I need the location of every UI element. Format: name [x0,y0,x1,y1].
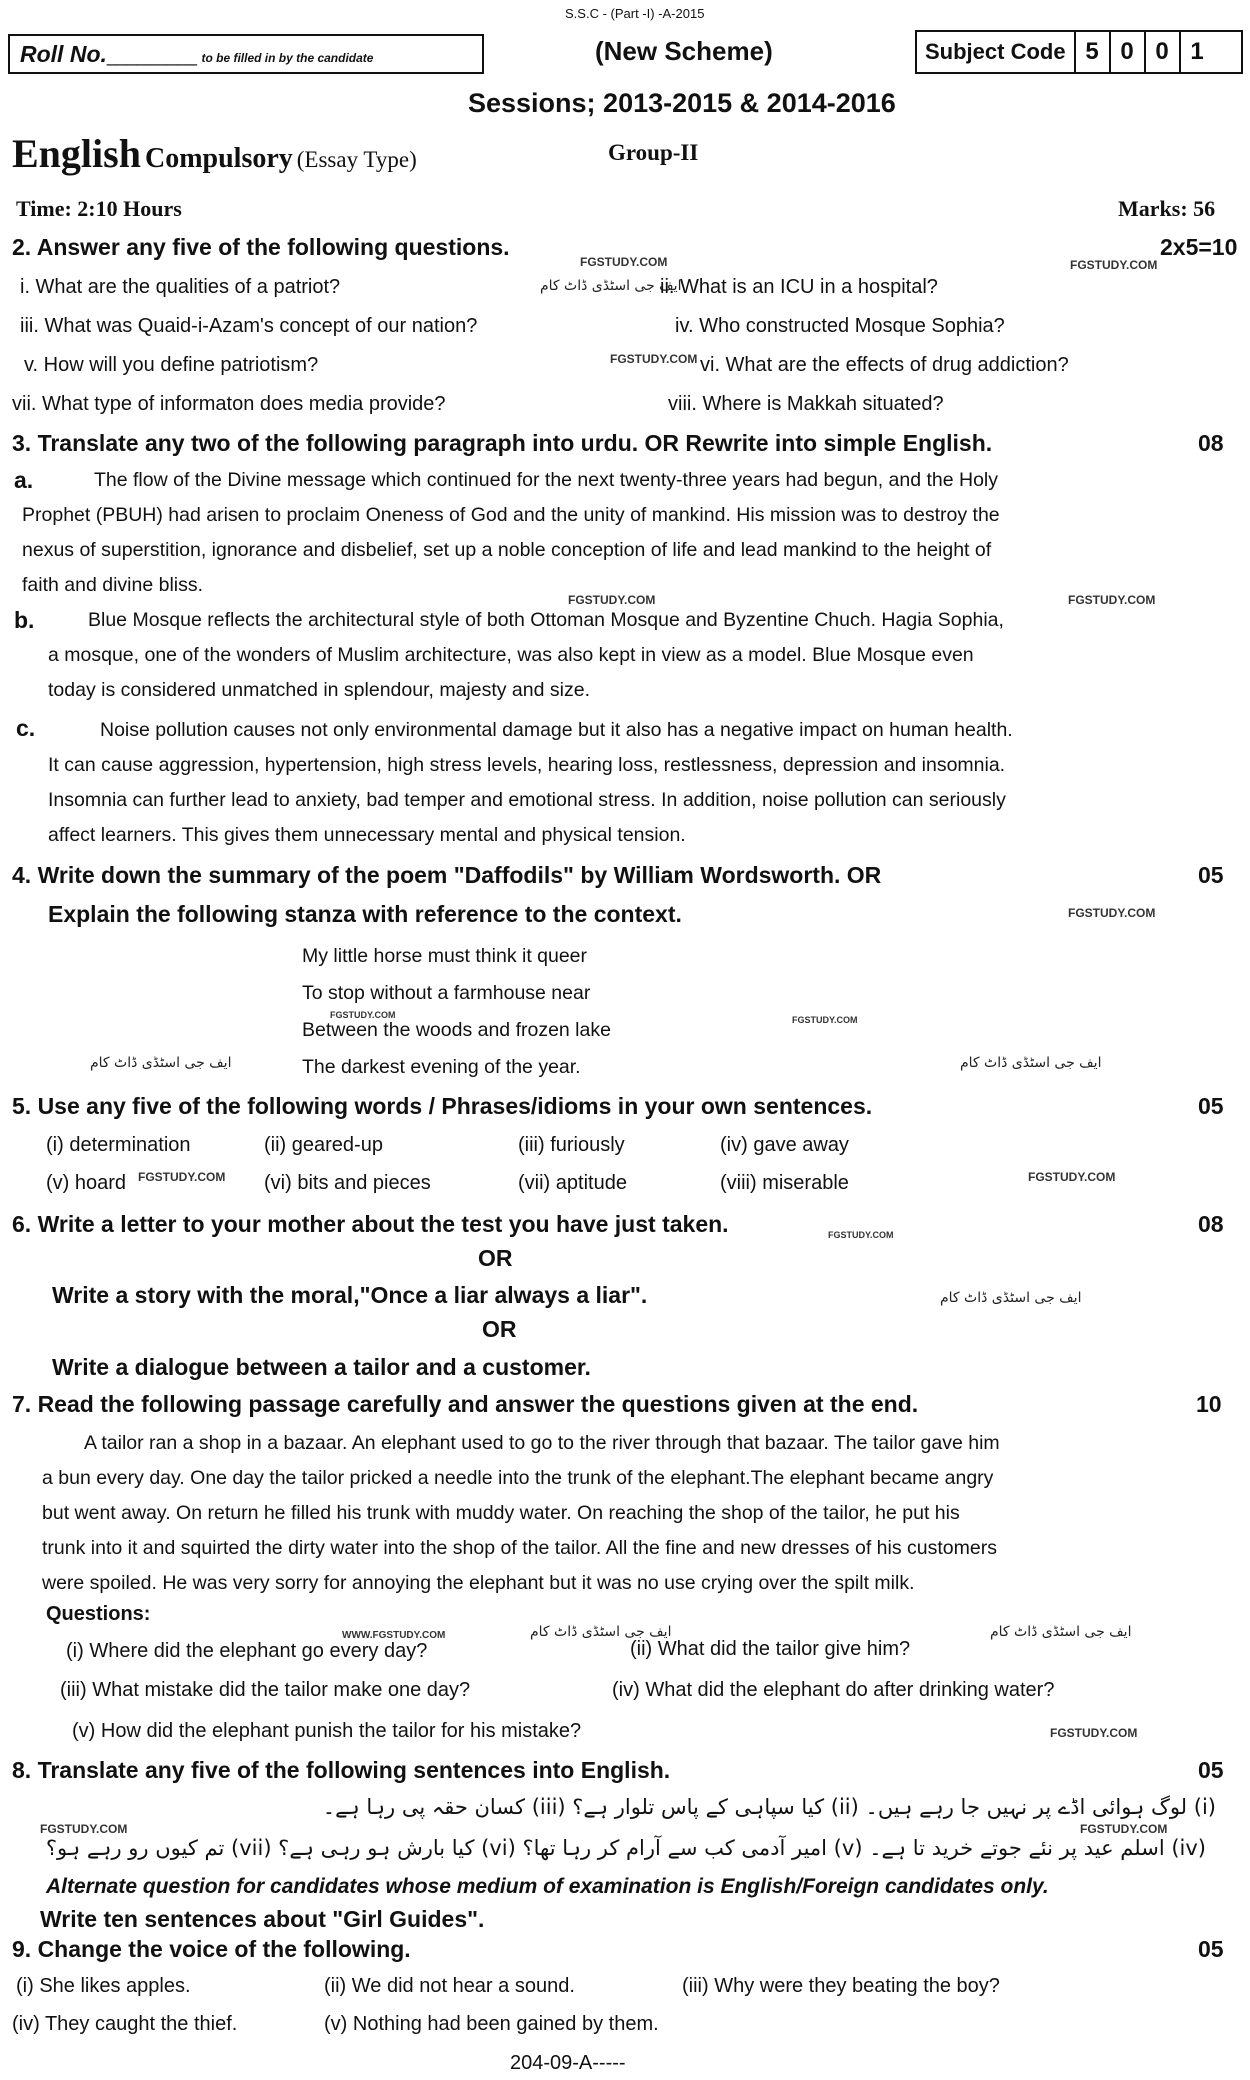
watermark-urdu: ایف جی اسٹڈی ڈاٹ کام [960,1055,1102,1071]
watermark: FGSTUDY.COM [610,352,698,366]
q7-questions-label: Questions: [46,1603,151,1625]
q2-item: ii. What is an ICU in a hospital? [660,276,938,298]
watermark: FGSTUDY.COM [580,255,668,269]
q8-urdu-line-1: (i) لوگ ہوائی اڈے پر نہیں جا رہے ہیں۔ (ii) کیا سپاہی کے پاس تلوار ہے؟ (iii) کسان حقہ پی رہا ہے۔ [322,1795,1216,1819]
subject-big: English [12,131,141,176]
q6-or: OR [482,1316,517,1342]
q8-alternate: Alternate question for candidates whose medium of examination is English/Foreign candidates only. [46,1875,1049,1898]
watermark: FGSTUDY.COM [1068,593,1156,607]
q3-paragraph-b [48,603,1248,708]
q5-marks: 05 [1198,1093,1224,1119]
q7-question: (ii) What did the tailor give him? [630,1638,911,1660]
q4-heading: 4. Write down the summary of the poem "Daffodils" by William Wordsworth. OR [12,862,882,888]
para-line: a mosque, one of the wonders of Muslim architecture, was also kept in view as a model. Blue Mosque even [48,644,974,666]
q6-or: OR [478,1245,513,1271]
q2-item: iii. What was Quaid-i-Azam's concept of our nation? [20,315,478,337]
q4-marks: 05 [1198,862,1224,888]
subject-code-digit: 1 [1179,32,1214,72]
q8-urdu-line-2: (iv) اسلم عید پر نئے جوتے خرید تا ہے۔ (v) امیر آدمی کب سے آرام کر رہا تھا؟ (vi) کیا بارش ہو رہی ہے؟ (vii) تم کیوں رو رہے ہو؟ [45,1836,1206,1860]
watermark: FGSTUDY.COM [138,1170,226,1184]
subject-code-digit: 0 [1109,32,1144,72]
q6-marks: 08 [1198,1211,1224,1237]
q5-item: (ii) geared-up [264,1134,383,1156]
q2-heading: 2. Answer any five of the following questions. [12,234,510,260]
watermark: FGSTUDY.COM [330,1010,396,1020]
watermark: FGSTUDY.COM [1028,1170,1116,1184]
para-line: Prophet (PBUH) had arisen to proclaim Oneness of God and the unity of mankind. His mission was to destroy the [22,504,1000,526]
q9-heading: 9. Change the voice of the following. [12,1936,411,1962]
watermark-urdu: ایف جی اسٹڈی ڈاٹ کام [990,1624,1132,1640]
stanza-line: To stop without a farmhouse near [302,982,591,1004]
q3-marks: 08 [1198,430,1224,456]
roll-blank: _________ [106,46,197,66]
q2-item: iv. Who constructed Mosque Sophia? [675,315,1005,337]
stanza-line: Between the woods and frozen lake [302,1019,611,1041]
group: Group-II [608,140,699,165]
q9-item: (ii) We did not hear a sound. [324,1975,575,1997]
para-line: Blue Mosque reflects the architectural style of both Ottoman Mosque and Byzentine Chuch. Hagia Sophia, [88,609,1004,631]
scheme: (New Scheme) [595,36,773,66]
passage-line: a bun every day. One day the tailor pricked a needle into the trunk of the elephant.The elephant became angry [42,1467,994,1489]
watermark: WWW.FGSTUDY.COM [342,1630,446,1641]
q6-line3: Write a dialogue between a tailor and a customer. [52,1354,591,1380]
watermark: FGSTUDY.COM [828,1230,894,1240]
roll-note: to be filled in by the candidate [201,51,374,65]
q3-label-a: a. [14,467,34,493]
q3-paragraph-a [22,463,1242,603]
q7-marks: 10 [1196,1391,1222,1417]
passage-line: trunk into it and squirted the dirty water into the shop of the tailor. All the fine and new dresses of his customers [42,1537,997,1559]
watermark: FGSTUDY.COM [1080,1822,1168,1836]
top-code: S.S.C - (Part -I) -A-2015 [565,6,705,21]
subject-title [12,130,417,177]
q9-item: (iv) They caught the thief. [12,2013,238,2035]
para-line: faith and divine bliss. [22,574,204,596]
footer-code: 204-09-A----- [510,2052,626,2074]
q2-item: viii. Where is Makkah situated? [668,393,944,415]
roll-label: Roll No. [20,41,107,67]
q2-item: vii. What type of informaton does media provide? [12,393,446,415]
q5-item: (iv) gave away [720,1134,849,1156]
q9-item: (i) She likes apples. [16,1975,191,1997]
q3-paragraph-c [48,713,1248,853]
q8-heading: 8. Translate any five of the following sentences into English. [12,1757,671,1783]
para-line: It can cause aggression, hypertension, high stress levels, hearing loss, restlessness, depression and insomnia. [48,754,1006,776]
sessions: Sessions; 2013-2015 & 2014-2016 [468,88,896,118]
q7-heading: 7. Read the following passage carefully and answer the questions given at the end. [12,1391,919,1417]
q3-heading: 3. Translate any two of the following paragraph into urdu. OR Rewrite into simple English. [12,430,993,456]
subject-code-label: Subject Code [925,39,1066,64]
watermark: FGSTUDY.COM [792,1015,858,1025]
q5-item: (vii) aptitude [518,1172,627,1194]
para-line: affect learners. This gives them unnecessary mental and physical tension. [48,824,686,846]
para-line: The flow of the Divine message which continued for the next twenty-three years had begun, and the Holy [94,469,999,491]
q8-alternate-task: Write ten sentences about "Girl Guides". [40,1906,485,1932]
passage-line: were spoiled. He was very sorry for annoying the elephant but it was no use crying over the spilt milk. [42,1572,915,1594]
q2-item: vi. What are the effects of drug addiction? [700,354,1069,376]
q9-item: (iii) Why were they beating the boy? [682,1975,1000,1997]
watermark-urdu: ایف جی اسٹڈی ڈاٹ کام [940,1290,1082,1306]
q4-subheading: Explain the following stanza with reference to the context. [48,901,682,927]
q5-item: (i) determination [46,1134,191,1156]
q2-item: i. What are the qualities of a patriot? [20,276,341,298]
watermark: FGSTUDY.COM [1068,906,1156,920]
subject-rest: Compulsory [144,143,293,174]
q9-item: (v) Nothing had been gained by them. [324,2013,659,2035]
watermark-urdu: ایف جی اسٹڈی ڈاٹ کام [90,1055,232,1071]
stanza-line: My little horse must think it queer [302,945,588,967]
watermark: FGSTUDY.COM [1050,1726,1138,1740]
stanza-line: The darkest evening of the year. [302,1056,581,1078]
q2-item: v. How will you define patriotism? [24,354,319,376]
watermark-urdu: ایف جی اسٹڈی ڈاٹ کام [530,1624,672,1640]
para-line: Insomnia can further lead to anxiety, bad temper and emotional stress. In addition, noise pollution can seriously [48,789,1006,811]
subject-code-box [915,30,1243,74]
q5-item: (iii) furiously [518,1134,625,1156]
subject-code-digit: 5 [1074,32,1109,72]
watermark: FGSTUDY.COM [568,593,656,607]
passage-line: but went away. On return he filled his trunk with muddy water. On reaching the shop of the tailor, he put his [42,1502,960,1524]
passage-line: A tailor ran a shop in a bazaar. An elephant used to go to the river through that bazaar. The tailor gave him [84,1432,1000,1454]
time: Time: 2:10 Hours [16,196,182,221]
q5-item: (v) hoard [46,1172,127,1194]
q8-marks: 05 [1198,1757,1224,1783]
q5-heading: 5. Use any five of the following words / Phrases/idioms in your own sentences. [12,1093,873,1119]
q3-label-b: b. [14,607,35,633]
para-line: today is considered unmatched in splendour, majesty and size. [48,679,590,701]
q7-passage [42,1426,1247,1601]
roll-number-box [8,34,484,74]
q2-marks: 2x5=10 [1160,234,1238,260]
subject-code-digit: 0 [1144,32,1179,72]
q9-marks: 05 [1198,1936,1224,1962]
q7-question: (iii) What mistake did the tailor make one day? [60,1679,471,1701]
q5-item: (viii) miserable [720,1172,849,1194]
watermark: FGSTUDY.COM [1070,258,1158,272]
para-line: Noise pollution causes not only environmental damage but it also has a negative impact on human health. [100,719,1013,741]
q7-question: (v) How did the elephant punish the tailor for his mistake? [72,1720,582,1742]
watermark-urdu: ایف جی اسٹڈی ڈاٹ کام [540,278,682,294]
q5-item: (vi) bits and pieces [264,1172,431,1194]
q6-line2: Write a story with the moral,"Once a liar always a liar". [52,1282,648,1308]
para-line: nexus of superstition, ignorance and disbelief, set up a noble conception of life and lead mankind to the height of [22,539,992,561]
marks: Marks: 56 [1118,196,1216,221]
q6-line1: 6. Write a letter to your mother about the test you have just taken. [12,1211,729,1237]
watermark: FGSTUDY.COM [40,1822,128,1836]
q7-question: (iv) What did the elephant do after drinking water? [612,1679,1055,1701]
q3-label-c: c. [16,715,36,741]
q7-question: (i) Where did the elephant go every day? [66,1640,428,1662]
paper-type: (Essay Type) [296,147,417,172]
